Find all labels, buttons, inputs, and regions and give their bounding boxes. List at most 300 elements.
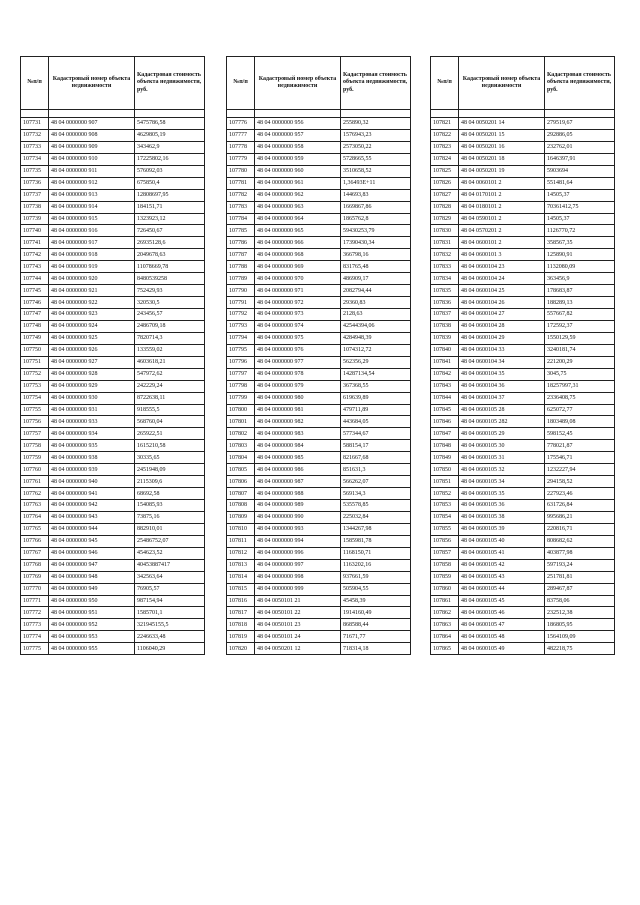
cadastral-cost: 598152,45 (545, 428, 615, 440)
cadastral-number: 48 04 0050201 14 (459, 118, 545, 130)
row-number: 107809 (227, 511, 255, 523)
row-number: 107817 (227, 607, 255, 619)
cadastral-number: 48 04 0000000 947 (49, 559, 135, 571)
cadastral-cost: 14505,37 (545, 189, 615, 201)
cadastral-cost: 255890,32 (341, 118, 411, 130)
cadastral-cost: 831765,48 (341, 261, 411, 273)
cadastral-number: 48 04 0600105 29 (459, 428, 545, 440)
cadastral-number: 48 04 0000000 916 (49, 225, 135, 237)
header-spacer-row (227, 110, 411, 118)
table-row (431, 320, 615, 332)
cadastral-cost: 14287134,54 (341, 368, 411, 380)
cadastral-cost: 5903694 (545, 165, 615, 177)
row-number: 107843 (431, 380, 459, 392)
cadastral-cost: 18257997,31 (545, 380, 615, 392)
table-row (431, 297, 615, 309)
table-row (227, 595, 411, 607)
row-number: 107786 (227, 237, 255, 249)
table-row (227, 165, 411, 177)
table-row (227, 404, 411, 416)
table-row (431, 488, 615, 500)
cadastral-cost: 73875,16 (135, 511, 205, 523)
cadastral-number: 48 04 0000000 911 (49, 165, 135, 177)
row-number: 107821 (431, 118, 459, 130)
cadastral-cost: 576092,03 (135, 165, 205, 177)
register-table-1 (20, 56, 205, 655)
cadastral-number: 48 04 0000000 938 (49, 452, 135, 464)
cadastral-cost: 321945155,5 (135, 619, 205, 631)
table-row (21, 177, 205, 189)
cadastral-cost: 186805,95 (545, 619, 615, 631)
cadastral-cost: 726450,67 (135, 225, 205, 237)
table-row (227, 464, 411, 476)
row-number: 107827 (431, 189, 459, 201)
cadastral-number: 48 04 0000000 960 (255, 165, 341, 177)
cadastral-cost: 1585981,78 (341, 535, 411, 547)
table-row (21, 297, 205, 309)
table-row (21, 249, 205, 261)
table-row (21, 273, 205, 285)
row-number: 107862 (431, 607, 459, 619)
cadastral-cost: 535578,85 (341, 500, 411, 512)
table-row (431, 332, 615, 344)
spacer-cell (545, 110, 615, 118)
table-row (227, 523, 411, 535)
table-row (431, 583, 615, 595)
cadastral-cost: 1163202,16 (341, 559, 411, 571)
cadastral-cost: 343462,9 (135, 141, 205, 153)
cadastral-cost: 557667,82 (545, 309, 615, 321)
table-row (21, 476, 205, 488)
cadastral-number: 48 04 0600104 24 (459, 273, 545, 285)
cadastral-cost: 995686,21 (545, 511, 615, 523)
cadastral-number: 48 04 0600105 40 (459, 535, 545, 547)
cadastral-cost: 2246633,48 (135, 631, 205, 643)
row-number: 107823 (431, 141, 459, 153)
row-number: 107749 (21, 332, 49, 344)
cadastral-number: 48 04 0600104 26 (459, 297, 545, 309)
cadastral-cost: 342563,64 (135, 571, 205, 583)
cadastral-cost: 1344267,98 (341, 523, 411, 535)
table-row (431, 428, 615, 440)
cadastral-number: 48 04 0000000 990 (255, 511, 341, 523)
cadastral-number: 48 04 0000000 979 (255, 380, 341, 392)
cadastral-number: 48 04 0000000 928 (49, 368, 135, 380)
table-row (431, 416, 615, 428)
table-row (227, 356, 411, 368)
cadastral-cost: 1,36493E+11 (341, 177, 411, 189)
table-row (227, 619, 411, 631)
cadastral-cost: 551481,64 (545, 177, 615, 189)
row-number: 107780 (227, 165, 255, 177)
table-row (431, 249, 615, 261)
row-number: 107847 (431, 428, 459, 440)
table-row (431, 153, 615, 165)
table-row (21, 320, 205, 332)
cadastral-number: 48 04 0600105 30 (459, 440, 545, 452)
cadastral-cost: 232762,01 (545, 141, 615, 153)
cadastral-cost: 366798,16 (341, 249, 411, 261)
cadastral-cost: 68692,58 (135, 488, 205, 500)
cadastral-number: 48 04 0000000 989 (255, 500, 341, 512)
cadastral-cost: 2336408,75 (545, 392, 615, 404)
table-row (431, 404, 615, 416)
register-table-3 (430, 56, 615, 655)
cadastral-cost: 154085,93 (135, 500, 205, 512)
row-number: 107857 (431, 547, 459, 559)
header-num: №п/п (21, 57, 49, 110)
cadastral-cost: 76905,57 (135, 583, 205, 595)
cadastral-number: 48 04 0000000 943 (49, 511, 135, 523)
table-row (431, 141, 615, 153)
cadastral-cost: 71671,77 (341, 631, 411, 643)
cadastral-number: 48 04 0600105 48 (459, 631, 545, 643)
cadastral-number: 48 04 0000000 907 (49, 118, 135, 130)
cadastral-cost: 26935128,6 (135, 237, 205, 249)
cadastral-cost: 4284948,39 (341, 332, 411, 344)
cadastral-number: 48 04 0600104 25 (459, 285, 545, 297)
cadastral-cost: 505904,55 (341, 583, 411, 595)
cadastral-number: 48 04 0000000 980 (255, 392, 341, 404)
cadastral-cost: 1865762,8 (341, 213, 411, 225)
table-row (21, 643, 205, 655)
table-row (431, 535, 615, 547)
cadastral-cost: 2082794,44 (341, 285, 411, 297)
table-row (21, 559, 205, 571)
row-number: 107791 (227, 297, 255, 309)
row-number: 107751 (21, 356, 49, 368)
row-number: 107757 (21, 428, 49, 440)
row-number: 107756 (21, 416, 49, 428)
row-number: 107734 (21, 153, 49, 165)
cadastral-number: 48 04 0000000 996 (255, 547, 341, 559)
row-number: 107810 (227, 523, 255, 535)
table-row (21, 619, 205, 631)
cadastral-number: 48 04 0600105 45 (459, 595, 545, 607)
spacer-cell (21, 110, 49, 118)
cadastral-number: 48 04 0000000 955 (49, 643, 135, 655)
cadastral-number: 48 04 0000000 921 (49, 285, 135, 297)
table-row (21, 141, 205, 153)
cadastral-number: 48 04 0600105 36 (459, 500, 545, 512)
table-row (431, 261, 615, 273)
table-row (227, 261, 411, 273)
cadastral-number: 48 04 0000000 963 (255, 201, 341, 213)
row-number: 107770 (21, 583, 49, 595)
table-header-row (431, 57, 615, 110)
row-number: 107765 (21, 523, 49, 535)
row-number: 107748 (21, 320, 49, 332)
table-row (431, 225, 615, 237)
row-number: 107806 (227, 476, 255, 488)
cadastral-number: 48 04 0000000 918 (49, 249, 135, 261)
cadastral-cost: 1106040,29 (135, 643, 205, 655)
header-num: №п/п (431, 57, 459, 110)
row-number: 107787 (227, 249, 255, 261)
row-number: 107759 (21, 452, 49, 464)
cadastral-number: 48 04 0000000 978 (255, 368, 341, 380)
cadastral-cost: 12808697,95 (135, 189, 205, 201)
table-row (21, 583, 205, 595)
cadastral-cost: 225032,84 (341, 511, 411, 523)
cadastral-number: 48 04 0000000 924 (49, 320, 135, 332)
table-row (431, 189, 615, 201)
row-number: 107772 (21, 607, 49, 619)
table-row (227, 631, 411, 643)
table-row (21, 213, 205, 225)
table-row (21, 356, 205, 368)
cadastral-cost: 175546,71 (545, 452, 615, 464)
cadastral-number: 48 04 0000000 997 (255, 559, 341, 571)
cadastral-number: 48 04 0600105 46 (459, 607, 545, 619)
cadastral-cost: 17390430,34 (341, 237, 411, 249)
cadastral-cost: 1232227,94 (545, 464, 615, 476)
table-row (21, 440, 205, 452)
row-number: 107761 (21, 476, 49, 488)
cadastral-cost: 4603618,21 (135, 356, 205, 368)
cadastral-number: 48 04 0600105 41 (459, 547, 545, 559)
table-row (21, 165, 205, 177)
row-number: 107804 (227, 452, 255, 464)
row-number: 107779 (227, 153, 255, 165)
row-number: 107745 (21, 285, 49, 297)
cadastral-cost: 59430253,79 (341, 225, 411, 237)
cadastral-number: 48 04 0000000 929 (49, 380, 135, 392)
spacer-cell (49, 110, 135, 118)
row-number: 107861 (431, 595, 459, 607)
row-number: 107773 (21, 619, 49, 631)
row-number: 107853 (431, 500, 459, 512)
header-cadastral-cost: Кадастровая стоимость объекта недвижимости, руб. (341, 57, 411, 110)
table-row (227, 476, 411, 488)
cadastral-cost: 2573050,22 (341, 141, 411, 153)
cadastral-cost: 70361412,75 (545, 201, 615, 213)
cadastral-cost: 569134,3 (341, 488, 411, 500)
table-row (21, 631, 205, 643)
cadastral-number: 48 04 0600105 35 (459, 488, 545, 500)
row-number: 107801 (227, 416, 255, 428)
spacer-cell (341, 110, 411, 118)
cadastral-cost: 403877,98 (545, 547, 615, 559)
table-row (21, 368, 205, 380)
cadastral-number: 48 04 0000000 920 (49, 273, 135, 285)
row-number: 107796 (227, 356, 255, 368)
row-number: 107762 (21, 488, 49, 500)
cadastral-cost: 752429,93 (135, 285, 205, 297)
spacer-cell (431, 110, 459, 118)
row-number: 107741 (21, 237, 49, 249)
cadastral-cost: 443684,05 (341, 416, 411, 428)
table-row (227, 309, 411, 321)
cadastral-number: 48 04 0000000 925 (49, 332, 135, 344)
row-number: 107774 (21, 631, 49, 643)
cadastral-number: 48 04 0600105 28 (459, 404, 545, 416)
cadastral-cost: 8722638,11 (135, 392, 205, 404)
table-row (227, 118, 411, 130)
cadastral-number: 48 04 0000000 923 (49, 309, 135, 321)
cadastral-number: 48 04 0600101 3 (459, 249, 545, 261)
spacer-cell (459, 110, 545, 118)
row-number: 107812 (227, 547, 255, 559)
table-row (227, 201, 411, 213)
cadastral-number: 48 04 0600101 2 (459, 237, 545, 249)
cadastral-cost: 987154,94 (135, 595, 205, 607)
cadastral-number: 48 04 0050201 15 (459, 129, 545, 141)
row-number: 107781 (227, 177, 255, 189)
cadastral-cost: 221200,29 (545, 356, 615, 368)
cadastral-cost: 11078669,78 (135, 261, 205, 273)
table-row (431, 201, 615, 213)
row-number: 107743 (21, 261, 49, 273)
cadastral-number: 48 04 0000000 975 (255, 332, 341, 344)
cadastral-cost: 2049678,63 (135, 249, 205, 261)
cadastral-cost: 320530,5 (135, 297, 205, 309)
table-row (21, 511, 205, 523)
cadastral-cost: 918555,5 (135, 404, 205, 416)
cadastral-cost: 577344,67 (341, 428, 411, 440)
table-row (431, 129, 615, 141)
cadastral-cost: 547972,62 (135, 368, 205, 380)
row-number: 107846 (431, 416, 459, 428)
cadastral-cost: 14505,37 (545, 213, 615, 225)
cadastral-number: 48 04 0000000 930 (49, 392, 135, 404)
cadastral-cost: 778021,87 (545, 440, 615, 452)
cadastral-cost: 232512,38 (545, 607, 615, 619)
table-row (21, 189, 205, 201)
row-number: 107769 (21, 571, 49, 583)
table-row (227, 511, 411, 523)
row-number: 107753 (21, 380, 49, 392)
cadastral-number: 48 04 0000000 973 (255, 309, 341, 321)
cadastral-cost: 479711,89 (341, 404, 411, 416)
cadastral-cost: 486909,17 (341, 273, 411, 285)
table-row (227, 153, 411, 165)
cadastral-cost: 45458,39 (341, 595, 411, 607)
cadastral-cost: 279519,67 (545, 118, 615, 130)
cadastral-number: 48 04 0600105 38 (459, 511, 545, 523)
cadastral-number: 48 04 0000000 913 (49, 189, 135, 201)
cadastral-number: 48 04 0600105 47 (459, 619, 545, 631)
row-number: 107744 (21, 273, 49, 285)
row-number: 107793 (227, 320, 255, 332)
row-number: 107829 (431, 213, 459, 225)
row-number: 107788 (227, 261, 255, 273)
row-number: 107732 (21, 129, 49, 141)
row-number: 107746 (21, 297, 49, 309)
row-number: 107795 (227, 344, 255, 356)
cadastral-number: 48 04 0000000 926 (49, 344, 135, 356)
cadastral-cost: 4629805,19 (135, 129, 205, 141)
row-number: 107813 (227, 559, 255, 571)
cadastral-cost: 289467,87 (545, 583, 615, 595)
table-row (431, 571, 615, 583)
cadastral-cost: 1126770,72 (545, 225, 615, 237)
cadastral-number: 48 04 0600105 39 (459, 523, 545, 535)
row-number: 107760 (21, 464, 49, 476)
cadastral-cost: 251781,81 (545, 571, 615, 583)
header-spacer-row (431, 110, 615, 118)
cadastral-number: 48 04 0600104 35 (459, 368, 545, 380)
row-number: 107808 (227, 500, 255, 512)
row-number: 107860 (431, 583, 459, 595)
cadastral-number: 48 04 0000000 914 (49, 201, 135, 213)
cadastral-cost: 188289,13 (545, 297, 615, 309)
cadastral-number: 48 04 0000000 976 (255, 344, 341, 356)
cadastral-number: 48 04 0050201 16 (459, 141, 545, 153)
cadastral-number: 48 04 0000000 944 (49, 523, 135, 535)
row-number: 107819 (227, 631, 255, 643)
cadastral-cost: 178683,87 (545, 285, 615, 297)
cadastral-number: 48 04 0600105 44 (459, 583, 545, 595)
table-row (21, 309, 205, 321)
cadastral-cost: 597193,24 (545, 559, 615, 571)
cadastral-number: 48 04 0600105 34 (459, 476, 545, 488)
cadastral-cost: 29360,83 (341, 297, 411, 309)
table-row (21, 404, 205, 416)
table-row (21, 500, 205, 512)
cadastral-number: 48 04 0600105 43 (459, 571, 545, 583)
row-number: 107848 (431, 440, 459, 452)
cadastral-number: 48 04 0060101 2 (459, 177, 545, 189)
cadastral-number: 48 04 0170101 2 (459, 189, 545, 201)
cadastral-number: 48 04 0000000 908 (49, 129, 135, 141)
row-number: 107771 (21, 595, 49, 607)
cadastral-number: 48 04 0000000 915 (49, 213, 135, 225)
cadastral-number: 48 04 0000000 935 (49, 440, 135, 452)
cadastral-cost: 242229,24 (135, 380, 205, 392)
table-row (227, 332, 411, 344)
row-number: 107832 (431, 249, 459, 261)
cadastral-cost: 3510658,52 (341, 165, 411, 177)
row-number: 107859 (431, 571, 459, 583)
row-number: 107783 (227, 201, 255, 213)
table-row (431, 523, 615, 535)
table-row (21, 153, 205, 165)
cadastral-cost: 718314,18 (341, 643, 411, 655)
cadastral-number: 48 04 0000000 959 (255, 153, 341, 165)
cadastral-number: 48 04 0000000 981 (255, 404, 341, 416)
row-number: 107797 (227, 368, 255, 380)
cadastral-number: 48 04 0000000 933 (49, 416, 135, 428)
cadastral-cost: 1803489,08 (545, 416, 615, 428)
cadastral-cost: 631726,84 (545, 500, 615, 512)
row-number: 107758 (21, 440, 49, 452)
table-row (21, 237, 205, 249)
row-number: 107776 (227, 118, 255, 130)
cadastral-number: 48 04 0000000 945 (49, 535, 135, 547)
row-number: 107754 (21, 392, 49, 404)
table-row (227, 344, 411, 356)
cadastral-number: 48 04 0000000 972 (255, 297, 341, 309)
row-number: 107778 (227, 141, 255, 153)
row-number: 107768 (21, 559, 49, 571)
row-number: 107767 (21, 547, 49, 559)
table-row (227, 320, 411, 332)
table-row (431, 213, 615, 225)
table-row (431, 380, 615, 392)
cadastral-number: 48 04 0000000 966 (255, 237, 341, 249)
row-number: 107856 (431, 535, 459, 547)
cadastral-cost: 30335,65 (135, 452, 205, 464)
table-header-row (227, 57, 411, 110)
cadastral-number: 48 04 0000000 946 (49, 547, 135, 559)
row-number: 107850 (431, 464, 459, 476)
table-row (431, 285, 615, 297)
spacer-cell (227, 110, 255, 118)
table-row (227, 428, 411, 440)
table-row (431, 595, 615, 607)
table-row (227, 535, 411, 547)
